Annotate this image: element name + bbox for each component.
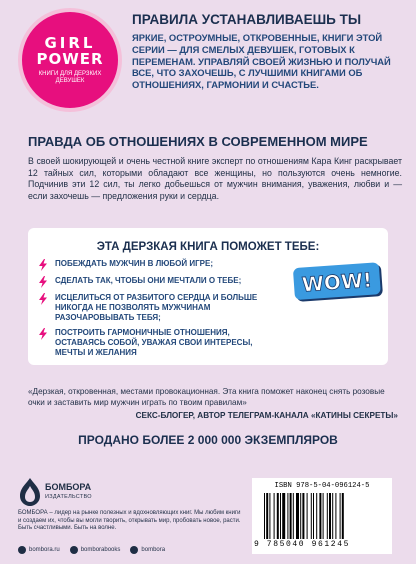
barcode-stripe bbox=[293, 493, 294, 539]
barcode-stripe bbox=[269, 493, 270, 539]
benefits-list bbox=[38, 259, 268, 363]
barcode-digits: 9 785040 961245 bbox=[254, 540, 351, 549]
barcode-stripe bbox=[332, 493, 333, 539]
barcode-stripe bbox=[342, 493, 344, 539]
barcode-stripe bbox=[280, 493, 281, 539]
review-author: СЕКС-БЛОГЕР, АВТОР ТЕЛЕГРАМ-КАНАЛА «КАТИНЫ СЕКРЕТЫ» bbox=[135, 411, 398, 420]
wow-text: WOW! bbox=[301, 267, 373, 297]
truth-paragraph: В своей шокирующей и очень честной книге эксперт по отношениям Кара Кинг раскрывает 12 тайных сил, которыми обладают все женщины, но пользуются очень немногие. Подчинив эти 12 сил, ты легко добьешься от мужчин внимания, уважения, любви и — если захочешь — предложения руки и сердца. bbox=[28, 156, 402, 201]
barcode-stripe bbox=[277, 493, 279, 539]
barcode-stripe bbox=[335, 493, 336, 539]
vk-icon bbox=[70, 546, 78, 554]
truth-heading: ПРАВДА ОБ ОТНОШЕНИЯХ В СОВРЕМЕННОМ МИРЕ bbox=[28, 134, 368, 149]
barcode-stripe bbox=[323, 493, 324, 539]
barcode-stripe bbox=[274, 493, 275, 539]
isbn-text: ISBN 978-5-04-096124-5 bbox=[274, 482, 370, 490]
rules-heading: ПРАВИЛА УСТАНАВЛИВАЕШЬ ТЫ bbox=[132, 12, 362, 27]
barcode-stripe bbox=[264, 493, 265, 539]
lightning-bolt-icon bbox=[38, 259, 48, 271]
barcode-stripe bbox=[300, 493, 301, 539]
benefit-text: ПОБЕЖДАТЬ МУЖЧИН В ЛЮБОЙ ИГРЕ; bbox=[55, 259, 213, 268]
benefit-item bbox=[38, 276, 268, 288]
benefit-text: СДЕЛАТЬ ТАК, ЧТОБЫ ОНИ МЕЧТАЛИ О ТЕБЕ; bbox=[55, 276, 242, 285]
wow-sticker bbox=[292, 262, 386, 304]
barcode-stripe bbox=[319, 493, 321, 539]
barcode-stripe bbox=[329, 493, 331, 539]
benefit-item bbox=[38, 259, 268, 271]
benefit-item bbox=[38, 293, 268, 323]
globe-icon bbox=[18, 546, 26, 554]
instagram-icon bbox=[130, 546, 138, 554]
barcode-stripe bbox=[282, 493, 285, 539]
bombora-logo-icon bbox=[18, 478, 42, 506]
social-vk[interactable] bbox=[70, 546, 121, 554]
barcode-bars bbox=[264, 493, 382, 539]
barcode-stripe bbox=[340, 493, 341, 539]
girl-power-logo bbox=[18, 8, 122, 112]
logo-line-1: GIRL bbox=[44, 33, 96, 52]
barcode-stripe bbox=[287, 493, 288, 539]
publisher-socials bbox=[18, 546, 165, 554]
benefit-text: ПОСТРОИТЬ ГАРМОНИЧНЫЕ ОТНОШЕНИЯ, ОСТАВАЯСЬ СОБОЙ, УВАЖАЯ СВОИ ИНТЕРЕСЫ, МЕЧТЫ И ЖЕЛАНИЯ bbox=[55, 328, 253, 357]
logo-tagline: КНИГИ ДЛЯ ДЕРЗКИХ ДЕВУШЕК bbox=[38, 70, 102, 84]
social-label: bombora.ru bbox=[29, 547, 60, 553]
benefits-heading: ЭТА ДЕРЗКАЯ КНИГА ПОМОЖЕТ ТЕБЕ: bbox=[96, 241, 320, 253]
barcode-panel bbox=[252, 478, 392, 554]
barcode-stripe bbox=[311, 493, 312, 539]
barcode-stripe bbox=[290, 493, 292, 539]
barcode-stripe bbox=[296, 493, 299, 539]
social-label: bombora bbox=[141, 547, 166, 553]
barcode-stripe bbox=[302, 493, 304, 539]
barcode-stripe bbox=[316, 493, 317, 539]
publisher-description: БОМБОРА – лидер на рынке полезных и вдохновляющих книг. Мы любим книги и создаем их, чтобы вы могли творить, открывать мир, пробовать новое, расти. Быть счастливыми. Быть на волне. bbox=[18, 510, 241, 532]
social-label: bomborabooks bbox=[80, 547, 121, 553]
lightning-bolt-icon bbox=[38, 276, 48, 288]
publisher-subtitle: ИЗДАТЕЛЬСТВО bbox=[45, 494, 92, 500]
publisher-name: БОМБОРА bbox=[45, 482, 92, 492]
barcode-stripe bbox=[307, 493, 308, 539]
rules-text: ЯРКИЕ, ОСТРОУМНЫЕ, ОТКРОВЕННЫЕ, КНИГИ ЭТОЙ СЕРИИ — ДЛЯ СМЕЛЫХ ДЕВУШЕК, ГОТОВЫХ К ПЕРЕМЕНАМ. УПРАВЛЯЙ СВОЕЙ ЖИЗНЬЮ И ПОЛУЧАЙ ВСЕ, ЧТО ЗАХОЧЕШЬ, С ЛУЧШИМИ КНИГАМИ ОБ ОТНОШЕНИЯХ, ГАРМОНИИ И СЧАСТЬЕ. bbox=[132, 32, 391, 91]
barcode-stripe bbox=[327, 493, 328, 539]
lightning-bolt-icon bbox=[38, 328, 48, 340]
benefit-text: ИСЦЕЛИТЬСЯ ОТ РАЗБИТОГО СЕРДЦА И БОЛЬШЕ НИКОГДА НЕ ПОЗВОЛЯТЬ МУЖЧИНАМ РАЗОЧАРОВЫВАТЬ ТЕБЯ; bbox=[55, 293, 258, 322]
barcode-stripe bbox=[266, 493, 268, 539]
social-instagram[interactable] bbox=[130, 546, 165, 554]
barcode-stripe bbox=[313, 493, 314, 539]
lightning-bolt-icon bbox=[38, 293, 48, 305]
logo-line-2: POWER bbox=[36, 49, 104, 68]
benefit-item bbox=[38, 328, 268, 358]
social-website[interactable] bbox=[18, 546, 60, 554]
sales-claim: ПРОДАНО БОЛЕЕ 2 000 000 ЭКЗЕМПЛЯРОВ bbox=[78, 433, 338, 447]
review-quote: «Дерзкая, откровенная, местами провокационная. Эта книга поможет наконец снять розовые очки и заставить мир мужчин играть по твоим правилам» bbox=[28, 387, 385, 407]
